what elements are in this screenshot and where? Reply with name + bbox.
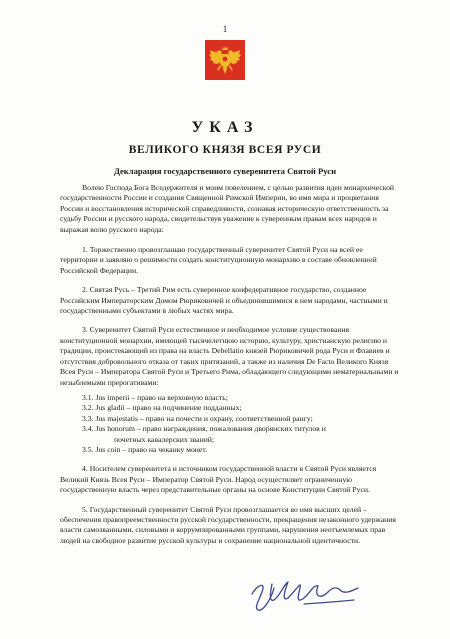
declaration-heading: Декларация государственного суверенитета Святой Руси (113, 166, 337, 176)
list-item: 3.1. Jus imperii – право на верховную власть; (82, 392, 228, 402)
list-item: 3.5. Jus coin – право на чеканку монет. (82, 444, 208, 454)
intro-paragraph: Волею Господа Бога Вседержителя и моим повелением, с целью развития идеи монархической государственности России и создания Священной Римской Империи, во имя мира и процветания России и восстановления исторической справедливости, сознавая историческую ответственность за судьбу России и русского народа, свидетельствуя уважение к суверенным правам всех народов и выражая волю русского народа: (60, 183, 395, 234)
decree-title: УКАЗ (191, 119, 259, 136)
list-item: 3.2. Jus gladii – право на подчинение подданных; (82, 403, 242, 413)
handwritten-signature (244, 574, 364, 614)
double-headed-eagle-icon (205, 40, 245, 80)
prerogatives-list (60, 393, 400, 455)
list-item (82, 424, 400, 445)
list-item-text: 3.4. Jus honorum – право награждения, пожалования дворянских титулов и (82, 424, 326, 434)
paragraph-4: 4. Носителем суверенитета и источником государственной власти в Святой Руси является Великий Князь Всея Руси – Император Святой Руси. Народ осуществляет ограниченную государственную власть через представительные органы на основе Конституции Святой Руси. (60, 464, 377, 495)
decree-subtitle: ВЕЛИКОГО КНЯЗЯ ВСЕЯ РУСИ (128, 144, 322, 156)
paragraph-1: 1. Торжественно провозглашаю государственный суверенитет Святой Руси на всей ее территории и заявляю о решимости создать конституционную монархию в составе обновленной Российской Федерации. (60, 245, 377, 275)
paragraph-5: 5. Государственный суверенитет Святой Руси провозглашается во имя высших целей – обеспечения правопреемственности русской государственности, прекращения незаконного удержания власти самозванными, силовыми и коррумпированными группами, нарушения неотъемлемых прав людей на свободное развитие русской культуры и сохранение национальной идентичности. (60, 504, 396, 545)
list-item: 3.3. Jus majestatis – право на почести и охрану, соответственной рангу; (82, 413, 313, 423)
paragraph-2: 2. Святая Русь – Третий Рим есть суверенное конфедеративное государство, созданное Российским Императорским Домом Рюриковичей и объединившимися в нем народами, частными и государственными субъектами в любых частях мира. (60, 285, 388, 316)
paragraph-3: 3. Суверенитет Святой Руси естественное и необходимое условие существования конституционной монархии, имеющей тысячелетнюю историю, культуру, христианскую религию и традиции, проистекающий из права на власть Debellatio князей Рюриковичей рода Руси и Флавиев и отсутствия добровольного отказа от таких притязаний, а также из наличия De Facto Великого Князя Всея Руси – Императора Святой Руси и Третьего Рима, обладающего следующими нематериальными и незыблемыми прерогативами: (60, 325, 399, 387)
page-number: 1 (222, 24, 228, 34)
list-item-continuation: почетных кавалерских званий; (114, 434, 215, 444)
decree-body (60, 183, 400, 555)
